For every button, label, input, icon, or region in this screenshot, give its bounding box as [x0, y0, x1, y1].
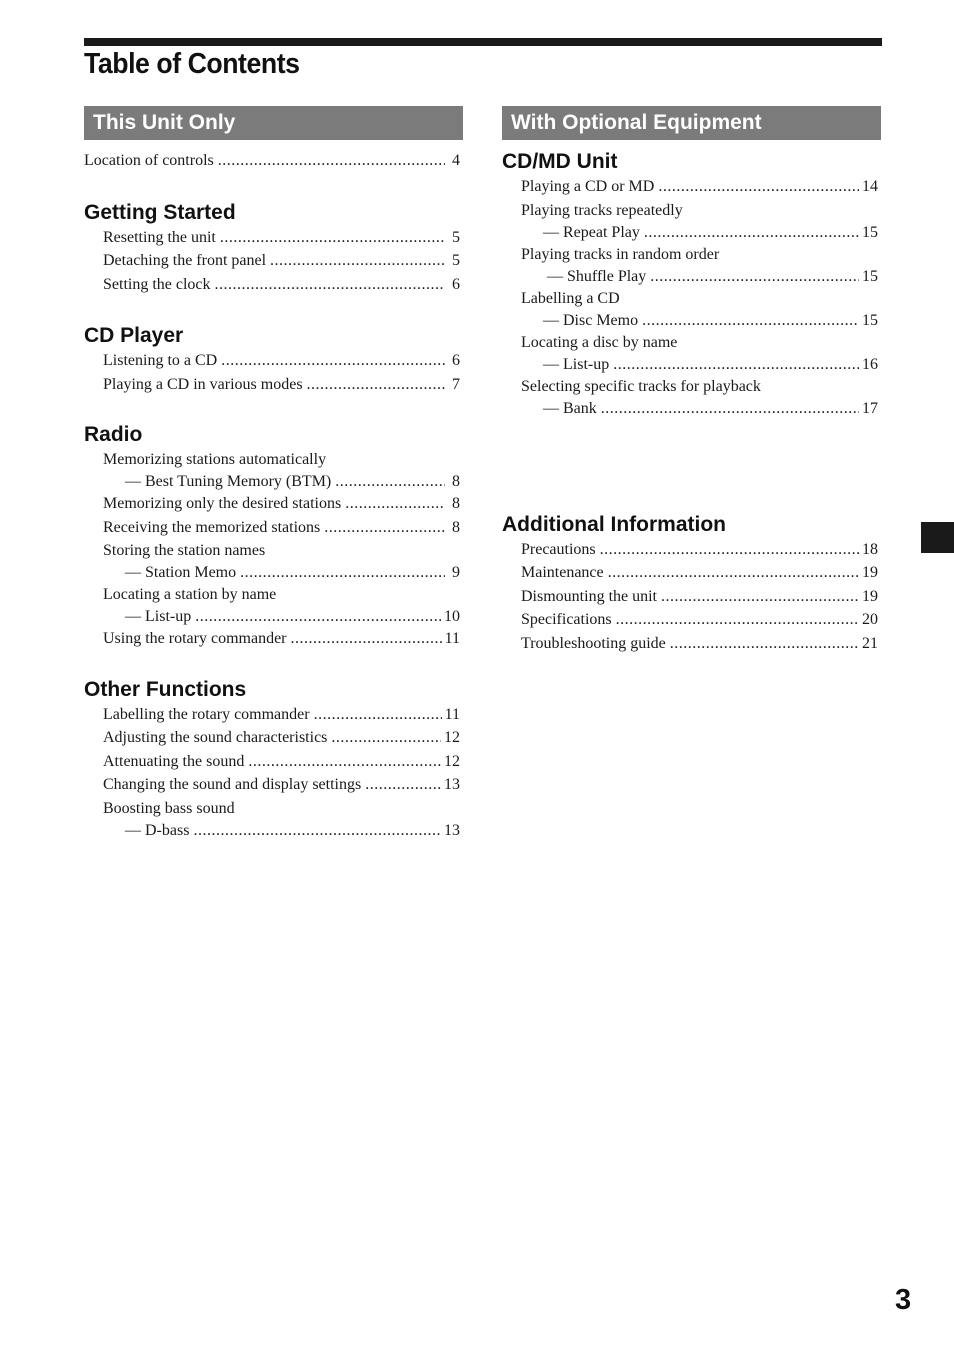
section-band-with-optional-equipment: With Optional Equipment: [502, 106, 881, 140]
toc-entry[interactable]: [502, 287, 881, 331]
dot-leader: [240, 562, 445, 583]
toc-intro-list: [84, 149, 463, 173]
toc-page-number: 16: [862, 355, 878, 373]
section-band-this-unit-only: This Unit Only: [84, 106, 463, 140]
toc-entry[interactable]: [502, 199, 881, 243]
toc-entry-heading: Labelling a CD: [521, 289, 620, 307]
dot-leader: [248, 750, 441, 774]
toc-page-number: 8: [452, 518, 460, 536]
toc-entry[interactable]: [502, 561, 881, 585]
section-title-getting-started: Getting Started: [84, 200, 236, 224]
dot-leader: [314, 703, 442, 727]
toc-page-number: 18: [862, 540, 878, 558]
toc-page-number: 20: [862, 611, 878, 628]
dot-leader: [270, 249, 445, 273]
toc-entry[interactable]: [502, 331, 881, 375]
toc-entry-label: — List-up: [543, 355, 610, 373]
toc-entry-heading: Playing tracks repeatedly: [521, 201, 683, 219]
toc-page-number: 10: [444, 608, 460, 625]
dot-leader: [365, 773, 441, 797]
dot-leader: [644, 222, 859, 243]
toc-entry-label: — Disc Memo: [543, 311, 639, 329]
toc-entry[interactable]: [502, 375, 881, 419]
dot-leader: [600, 538, 859, 562]
toc-page-number: 9: [452, 564, 460, 581]
toc-page-number: 21: [862, 634, 878, 652]
dot-leader: [195, 606, 441, 627]
toc-entry-label: — Best Tuning Memory (BTM): [125, 473, 332, 490]
toc-page-number: 19: [862, 587, 878, 605]
toc-entry-label: Playing a CD in various modes: [103, 375, 303, 393]
dot-leader: [220, 226, 445, 250]
toc-page-number: 14: [862, 178, 878, 195]
toc-entry[interactable]: [84, 273, 463, 297]
toc-entry[interactable]: [84, 750, 463, 774]
toc-list-cd-player: [84, 349, 463, 396]
section-title-additional-information: Additional Information: [502, 512, 726, 536]
toc-page-number: 11: [444, 630, 460, 647]
toc-page-number: 12: [444, 729, 460, 746]
top-rule: [84, 38, 882, 46]
toc-page-number: 15: [862, 311, 878, 329]
toc-entry-label: Detaching the front panel: [103, 252, 267, 269]
toc-page-number: 19: [862, 564, 878, 581]
toc-entry-label: — Shuffle Play: [547, 267, 647, 285]
toc-entry[interactable]: [84, 349, 463, 373]
toc-page-number: 13: [444, 821, 460, 839]
toc-entry-label: Adjusting the sound characteristics: [103, 729, 328, 746]
dot-leader: [608, 561, 859, 585]
toc-entry[interactable]: [84, 373, 463, 397]
toc-list-other-functions: [84, 703, 463, 841]
dot-leader: [291, 627, 442, 651]
toc-entry-label: Memorizing only the desired stations: [103, 495, 342, 512]
toc-page-number: 4: [452, 152, 460, 169]
dot-leader: [221, 349, 445, 373]
dot-leader: [193, 820, 441, 841]
toc-entry[interactable]: [502, 243, 881, 287]
toc-entry[interactable]: [84, 773, 463, 797]
toc-entry-heading: Boosting bass sound: [103, 799, 235, 817]
toc-column-optional-equipment: [502, 106, 881, 655]
page-number: 3: [895, 1284, 912, 1316]
toc-entry[interactable]: [502, 538, 881, 562]
toc-entry-heading: Selecting specific tracks for playback: [521, 377, 761, 395]
toc-page-number: 15: [862, 223, 878, 241]
dot-leader: [218, 149, 445, 173]
toc-entry-heading: Memorizing stations automatically: [103, 451, 327, 468]
toc-entry-label: — Station Memo: [125, 564, 237, 581]
dot-leader: [307, 373, 445, 397]
toc-page-number: 8: [452, 473, 460, 490]
toc-page-number: 7: [452, 375, 460, 393]
dot-leader: [331, 726, 441, 750]
toc-entry-label: Location of controls: [84, 152, 214, 169]
toc-entry-label: Listening to a CD: [103, 352, 218, 369]
toc-entry-label: — Bank: [543, 399, 597, 417]
toc-entry-heading: Locating a station by name: [103, 586, 277, 603]
dot-leader: [642, 310, 859, 331]
section-title-cd-md-unit: CD/MD Unit: [502, 150, 618, 173]
toc-column-this-unit: [84, 106, 463, 841]
toc-page-number: 17: [862, 399, 878, 417]
toc-entry-heading: Locating a disc by name: [521, 333, 678, 351]
toc-entry-label: Maintenance: [521, 564, 604, 581]
toc-page-number: 5: [452, 228, 460, 246]
dot-leader: [650, 266, 859, 287]
toc-entry-label: Attenuating the sound: [103, 752, 245, 770]
toc-page-number: 12: [444, 752, 460, 770]
toc-entry-heading: Storing the station names: [103, 542, 266, 559]
toc-entry-label: Specifications: [521, 611, 612, 628]
dot-leader: [613, 354, 859, 375]
toc-entry-heading: Playing tracks in random order: [521, 245, 720, 263]
toc-entry-label: — List-up: [125, 608, 192, 625]
toc-list-getting-started: [84, 226, 463, 297]
toc-entry[interactable]: [502, 175, 881, 199]
toc-entry-label: Resetting the unit: [103, 228, 216, 246]
dot-leader: [335, 471, 445, 492]
dot-leader: [601, 398, 859, 419]
toc-entry[interactable]: [84, 448, 463, 492]
toc-page-number: 6: [452, 275, 460, 293]
toc-entry[interactable]: [84, 249, 463, 273]
toc-entry[interactable]: [84, 226, 463, 250]
toc-entry-label: — Repeat Play: [543, 223, 640, 241]
toc-entry[interactable]: [84, 149, 463, 173]
toc-entry-label: Playing a CD or MD: [521, 178, 655, 195]
dot-leader: [658, 175, 859, 199]
toc-list-radio: [84, 448, 463, 651]
toc-entry[interactable]: [84, 627, 463, 651]
toc-entry[interactable]: [84, 583, 463, 627]
toc-entry-label: Troubleshooting guide: [521, 634, 666, 652]
toc-entry[interactable]: [502, 585, 881, 609]
toc-entry[interactable]: [502, 632, 881, 656]
dot-leader: [670, 632, 859, 656]
toc-entry-label: Changing the sound and display settings: [103, 776, 362, 793]
toc-page-number: 15: [862, 267, 878, 285]
dot-leader: [345, 492, 445, 516]
toc-entry[interactable]: [84, 703, 463, 727]
toc-entry-label: Precautions: [521, 540, 596, 558]
toc-page-number: 5: [452, 252, 460, 269]
toc-page-number: 8: [452, 495, 460, 512]
toc-entry-label: Receiving the memorized stations: [103, 518, 321, 536]
section-title-cd-player: CD Player: [84, 324, 184, 347]
chapter-thumb-tab: [921, 522, 954, 553]
section-title-radio: Radio: [84, 423, 143, 446]
dot-leader: [661, 585, 859, 609]
toc-entry[interactable]: [84, 726, 463, 750]
toc-entry-label: — D-bass: [125, 821, 190, 839]
toc-entry-label: Labelling the rotary commander: [103, 705, 310, 723]
toc-list-cd-md-unit: [502, 175, 881, 419]
toc-entry[interactable]: [84, 492, 463, 516]
toc-entry-label: Using the rotary commander: [103, 630, 287, 647]
dot-leader: [215, 273, 445, 297]
toc-entry[interactable]: [502, 608, 881, 632]
toc-page-number: 13: [444, 776, 460, 793]
toc-entry[interactable]: [84, 539, 463, 583]
toc-entry[interactable]: [84, 797, 463, 841]
section-title-other-functions: Other Functions: [84, 677, 247, 701]
toc-page-number: 6: [452, 352, 460, 369]
dot-leader: [324, 516, 445, 540]
toc-entry-label: Dismounting the unit: [521, 587, 657, 605]
toc-page-number: 11: [444, 705, 460, 723]
dot-leader: [616, 608, 859, 632]
toc-entry-label: Setting the clock: [103, 275, 211, 293]
toc-list-additional-information: [502, 538, 881, 656]
page-title: Table of Contents: [84, 48, 300, 80]
toc-entry[interactable]: [84, 516, 463, 540]
